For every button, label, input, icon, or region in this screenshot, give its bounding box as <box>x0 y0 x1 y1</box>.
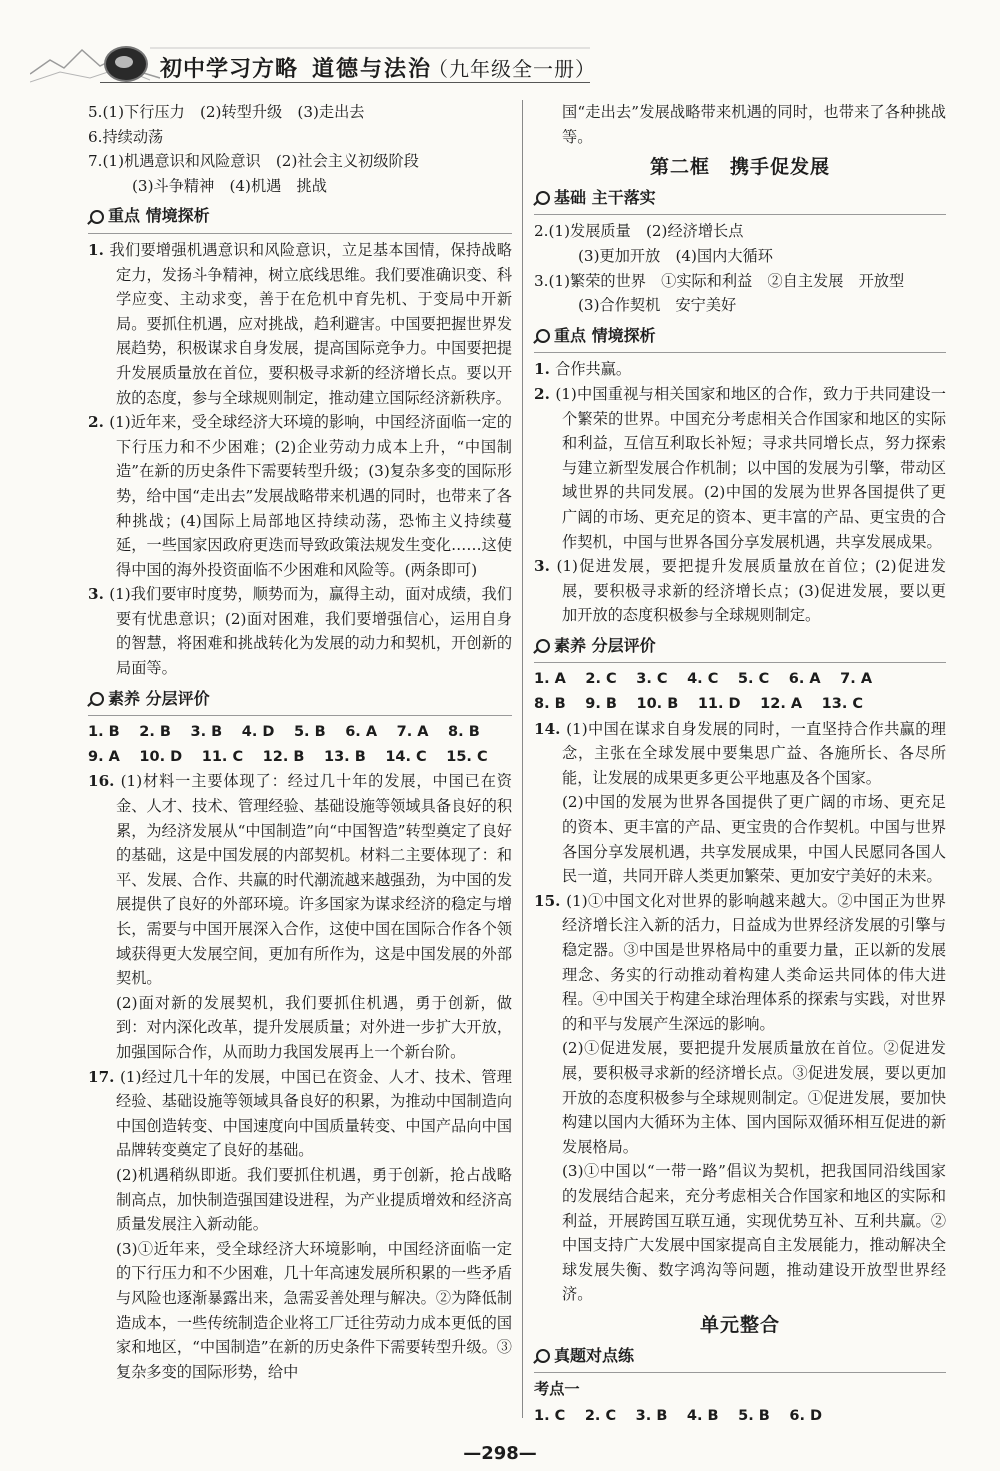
question-number: 2. <box>88 413 110 432</box>
answer-line: (3)更加开放 (4)国内大循环 <box>578 246 773 265</box>
section-heading-text: 基础 主干落实 <box>554 187 656 207</box>
magnifier-icon <box>88 210 102 224</box>
section-rule <box>534 662 946 663</box>
question-answer <box>534 717 946 791</box>
answer-paragraph: (2)中国的发展为世界各国提供了更广阔的市场、更充足的资本、更丰富的产品、更宝贵的合作契机。中国与世界各国分享发展机遇，共享发展成果，中国人民愿同各国人民一道，共同开辟人类更加繁荣、更加安宁美好的未来。 <box>562 793 946 886</box>
answer-text: 我们要增强机遇意识和风险意识，立足基本国情，保持战略定力，发扬斗争精神，树立底线思维。我们要准确识变、科学应变、主动求变，善于在危机中育先机、于变局中开新局。要抓住机遇，应对挑战，趋利避害。中国要把握世界发展趋势，积极谋求自身发展，提高国际竞争力。中国要把提升发展质量放在首位，要积极寻求新的经济增长点。要以开放的态度，参与全球规则制定，推动建立国际经济新秩序。 <box>109 240 512 407</box>
answer-line: 3.(1)繁荣的世界 ①实际和利益 ②自主发展 开放型 <box>534 271 905 290</box>
section-heading-text: 素养 分层评价 <box>108 688 210 708</box>
choice-answers: 1. A 2. C 3. C 4. C 5. C 6. A 7. A <box>534 671 873 688</box>
answer-line: 7.(1)机遇意识和风险意识 (2)社会主义初级阶段 <box>88 152 419 171</box>
choice-answers: 8. B 9. B 10. B 11. D 12. A 13. C <box>534 696 864 713</box>
answer-line: 2.(1)发展质量 (2)经济增长点 <box>534 222 744 241</box>
section-rule <box>534 214 946 215</box>
question-answer <box>88 769 512 990</box>
unit-title: 单元整合 <box>699 1313 780 1336</box>
magnifier-icon <box>534 329 548 343</box>
answer-paragraph: (2)①促进发展，要把提升发展质量放在首位。②促进发展，要积极寻求新的经济增长点。③促进发展，要以更加开放的态度积极参与全球规则制定。①促进发展，要加快构建以国内大循环为主体、国内国际双循环相互促进的新发展格局。 <box>562 1039 946 1156</box>
magnifier-icon <box>534 639 548 653</box>
left-column <box>88 100 512 1384</box>
column-divider <box>522 100 523 1418</box>
answer-paragraph: (3)①中国以“一带一路”倡议为契机，把我国同沿线国家的发展结合起来，充分考虑相关合作国家和地区的实际和利益，开展跨国互联互通，实现优势互补、互利共赢。②中国支持广大发展中国家提高自主发展能力，推动解决全球发展失衡、数字鸿沟等问题，推动建设开放型世界经济。 <box>562 1162 946 1304</box>
answer-text: (1)材料一主要体现了：经过几十年的发展，中国已在资金、人才、技术、管理经验、基础设施等领域具备良好的积累，为经济发展从“中国制造”向“中国智造”转型奠定了良好的基础，这是中国发展的内部契机。材料二主要体现了：和平、发展、合作、共赢的时代潮流越来越强劲，为中国的发展提供了良好的外部环境。许多国家为谋求经济的稳定与增长，需要与中国开展深入合作，这使中国在国际合作各个领域获得更大发展空间，更加有所作为，这是中国发展的外部契机。 <box>116 772 512 988</box>
right-column <box>534 100 946 1428</box>
question-number: 1. <box>88 240 110 259</box>
question-answer <box>88 410 512 582</box>
question-number: 3. <box>88 585 110 604</box>
book-logo-icon <box>104 46 148 82</box>
section-rule <box>534 1372 946 1373</box>
answer-text: (1)近年来，受全球经济大环境的影响，中国经济面临一定的下行压力和不少困难；(2)企业劳动力成本上升，“中国制造”在新的历史条件下需要转型升级；(3)复杂多变的国际形势，给中国“走出去”发展战略带来机遇的同时，也带来了各种挑战；(4)国际上局部地区持续动荡，恐怖主义持续蔓延，一些国家因政府更迭而导致政策法规发生变化……这使得中国的海外投资面临不少困难和风险等。(两条即可) <box>109 413 512 579</box>
question-number: 17. <box>88 1067 120 1086</box>
section-heading <box>88 204 512 229</box>
answer-text: (1)促进发展，要把提升发展质量放在首位；(2)促进发展，要积极寻求新的经济增长点；(3)促进发展，要以更加开放的态度积极参与全球规则制定。 <box>556 557 946 625</box>
answer-paragraph: 国“走出去”发展战略带来机遇的同时，也带来了各种挑战等。 <box>562 103 946 146</box>
answer-text: 合作共赢。 <box>555 360 632 379</box>
book-series-title: 初中学习方略 <box>160 56 299 82</box>
section-heading <box>534 324 946 349</box>
answer-line: (3)合作契机 安宁美好 <box>578 296 737 315</box>
question-answer <box>534 357 946 382</box>
answer-text: (1)中国重视与相关国家和地区的合作，致力于共同建设一个繁荣的世界。中国充分考虑相关合作国家和地区的实际和利益，互信互利取长补短；寻求共同增长点，努力探索与建立新型发展合作机制；以中国的发展为引擎，带动区域世界的共同发展。(2)中国的发展为世界各国提供了更广阔的市场、更充足的资本、更丰富的产品、更宝贵的合作契机，中国与世界各国分享发展机遇，共享发展成果。 <box>555 384 946 551</box>
question-number: 16. <box>88 772 121 791</box>
question-number: 2. <box>534 384 556 403</box>
section-heading <box>534 1344 946 1369</box>
section-heading-text: 重点 情境探析 <box>108 206 210 226</box>
question-answer <box>534 554 946 628</box>
grade-label: （九年级全一册） <box>428 57 596 81</box>
magnifier-icon <box>534 1349 548 1363</box>
section-heading-text: 重点 情境探析 <box>554 325 656 345</box>
answer-line: 6.持续动荡 <box>88 127 164 146</box>
subject-title: 道德与法治 <box>312 56 433 82</box>
question-number: 1. <box>534 360 556 379</box>
answer-text: (1)经过几十年的发展，中国已在资金、人才、技术、管理经验、基础设施等领域具备良好的积累，为推动中国制造向中国创造转变、中国速度向中国质量转变、中国产品向中国品牌转变奠定了良好的基础。 <box>116 1067 512 1160</box>
answer-paragraph: (3)①近年来，受全球经济大环境影响，中国经济面临一定的下行压力和不少困难，几十年高速发展所积累的一些矛盾与风险也逐渐暴露出来，急需妥善处理与解决。②为降低制造成本，一些传统制造企业将工厂迁往劳动力成本更低的国家和地区，“中国制造”在新的历史条件下需要转型升级。③复杂多变的国际形势，给中 <box>116 1239 512 1381</box>
page-number: —298— <box>463 1443 537 1464</box>
answer-line: (3)斗争精神 (4)机遇 挑战 <box>132 176 327 195</box>
question-answer <box>88 582 512 680</box>
page-header <box>30 38 596 88</box>
question-number: 3. <box>534 557 557 576</box>
question-answer <box>534 889 946 1037</box>
choice-answers: 1. B 2. B 3. B 4. D 5. B 6. A 7. A 8. B <box>88 724 480 741</box>
answer-line: 5.(1)下行压力 (2)转型升级 (3)走出去 <box>88 103 365 121</box>
question-answer <box>88 1065 512 1163</box>
section-heading <box>534 186 946 211</box>
question-number: 14. <box>534 719 567 738</box>
section-heading <box>534 634 946 659</box>
lesson-title: 第二框 携手促发展 <box>649 156 830 179</box>
topic-label: 考点一 <box>534 1380 580 1399</box>
question-number: 15. <box>534 891 567 910</box>
header-rule <box>100 82 590 83</box>
choice-answers: 9. A 10. D 11. C 12. B 13. B 14. C 15. C <box>88 748 488 765</box>
answer-text: (1)①中国文化对世界的影响越来越大。②中国正为世界经济增长注入新的活力，日益成为世界经济发展的引擎与稳定器。③中国是世界格局中的重要力量，正以新的发展理念、务实的行动推动着构建人类命运共同体的伟大进程。④中国关于构建全球治理体系的探索与实践，对世界的和平与发展产生深远的影响。 <box>562 891 946 1033</box>
section-heading <box>88 687 512 712</box>
answer-text: (1)中国在谋求自身发展的同时，一直坚持合作共赢的理念，主张在全球发展中要集思广益、各施所长、各尽所能，让发展的成果更多更公平地惠及各个国家。 <box>562 719 946 787</box>
answer-text: (1)我们要审时度势，顺势而为，赢得主动，面对成绩，我们要有忧患意识；(2)面对困难，我们要增强信心，运用自身的智慧，将困难和挑战转化为发展的动力和契机，开创新的局面等。 <box>109 585 512 678</box>
question-answer <box>88 238 512 410</box>
section-rule <box>88 715 512 716</box>
section-heading-text: 真题对点练 <box>554 1345 635 1365</box>
question-answer <box>534 382 946 554</box>
section-heading-text: 素养 分层评价 <box>554 635 656 655</box>
magnifier-icon <box>534 191 548 205</box>
choice-answers: 1. C 2. C 3. B 4. B 5. B 6. D <box>534 1407 823 1424</box>
answer-paragraph: (2)面对新的发展契机，我们要抓住机遇，勇于创新，做到：对内深化改革，提升发展质量；对外进一步扩大开放，加强国际合作，从而助力我国发展再上一个新台阶。 <box>116 993 512 1061</box>
section-rule <box>534 352 946 353</box>
answer-paragraph: (2)机遇稍纵即逝。我们要抓住机遇，勇于创新，抢占战略制高点，加快制造强国建设进程，为产业提质增效和经济高质量发展注入新动能。 <box>116 1165 512 1234</box>
section-rule <box>88 233 512 234</box>
magnifier-icon <box>88 692 102 706</box>
